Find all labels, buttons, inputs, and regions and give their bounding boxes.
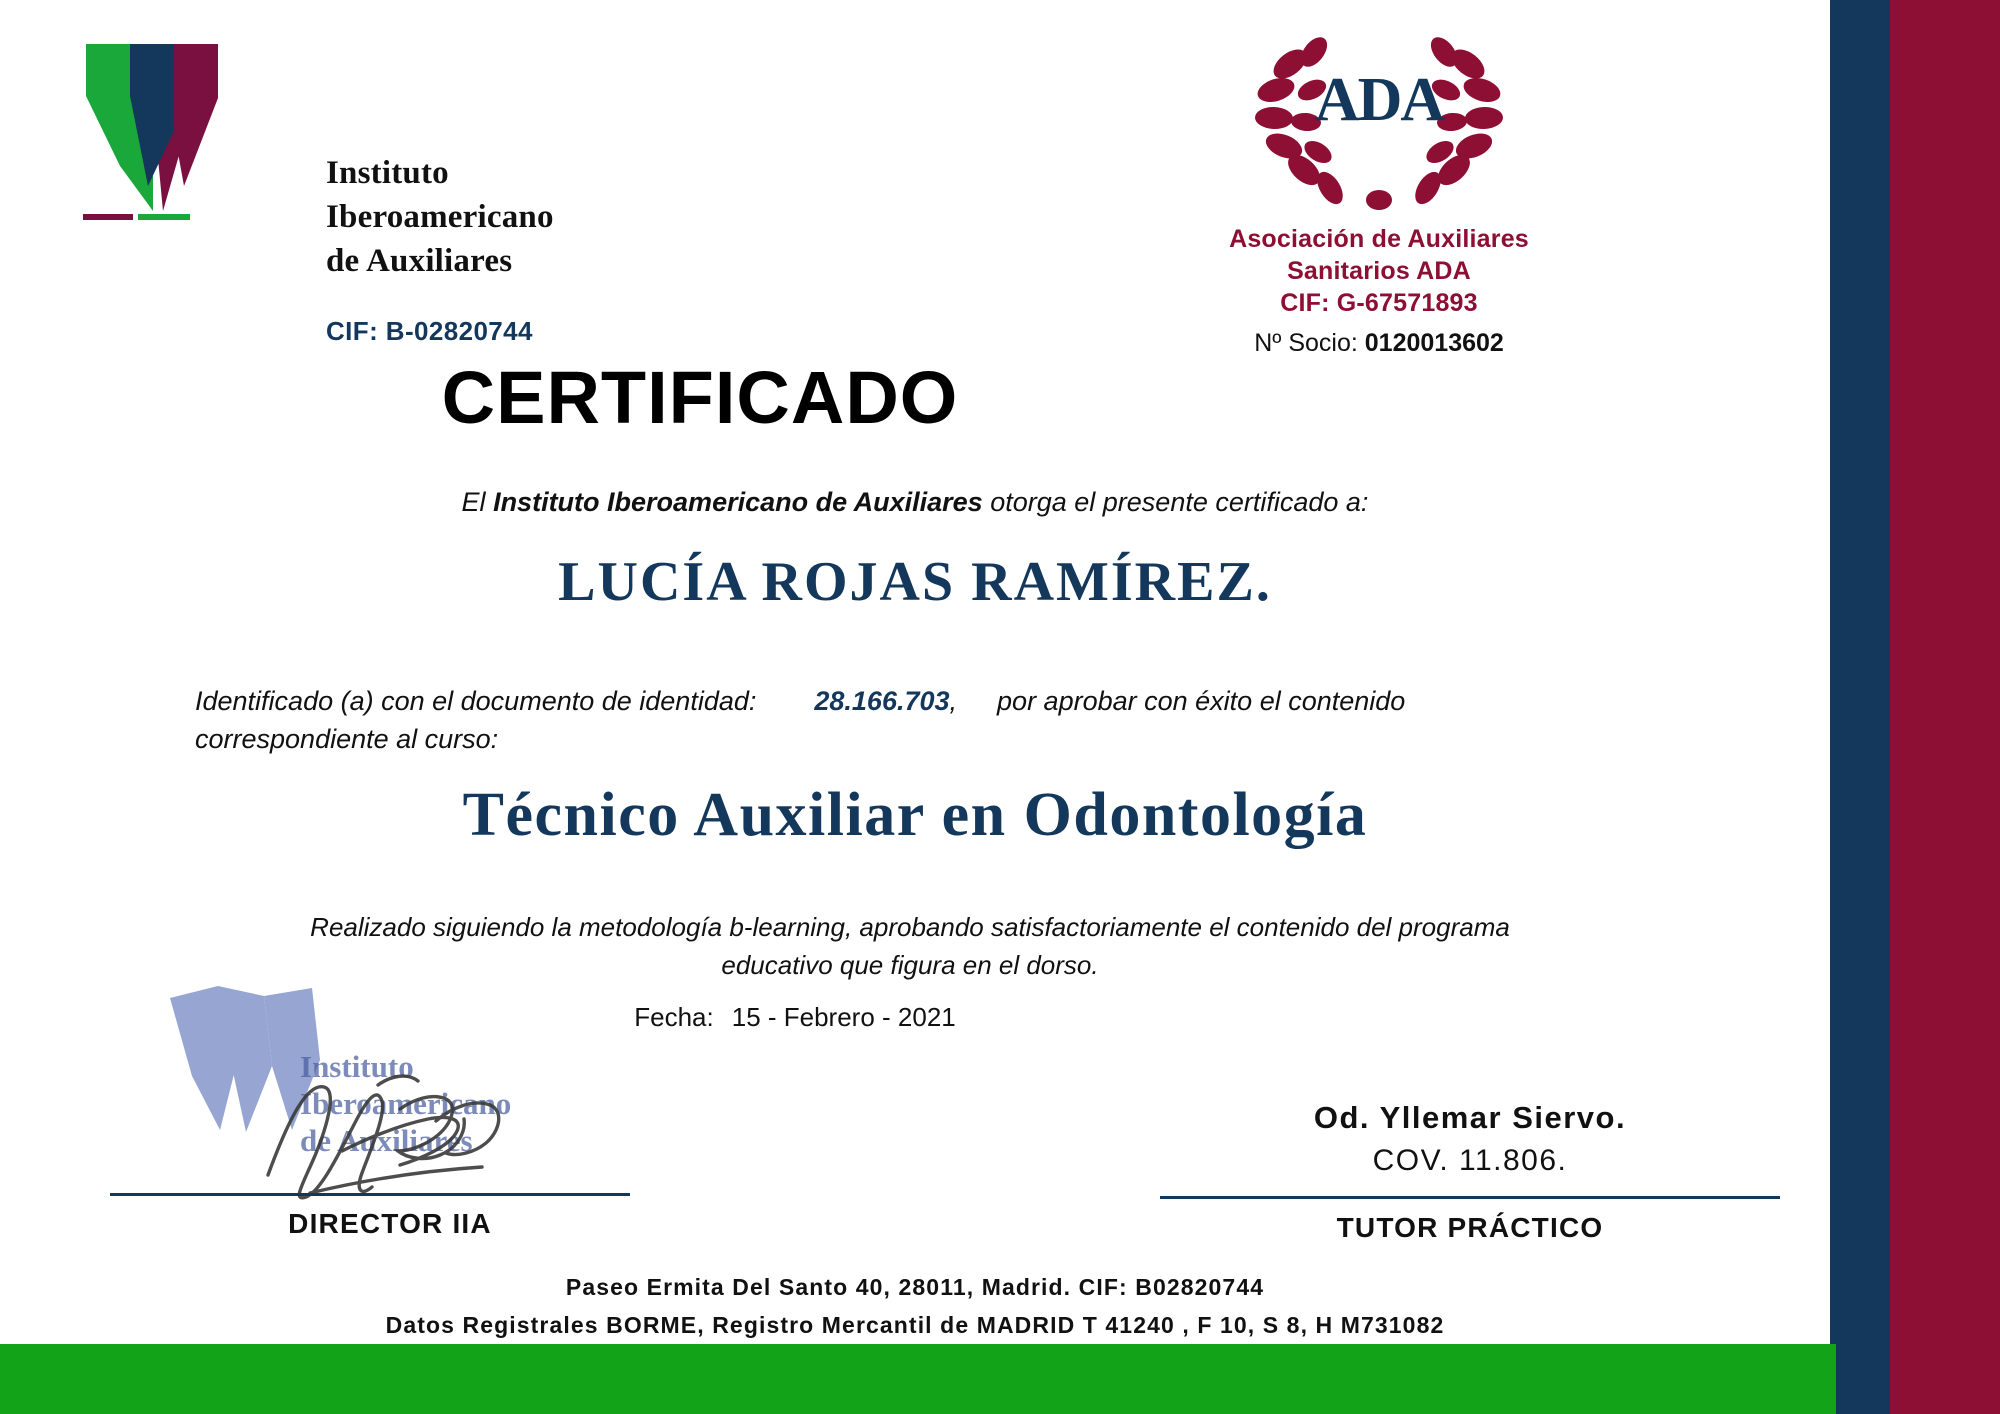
institute-logo-block <box>78 36 718 346</box>
watermark-line1: Instituto <box>300 1049 414 1084</box>
association-cif: CIF: G-67571893 <box>1280 289 1478 317</box>
institute-name-line1: Instituto <box>326 155 449 191</box>
identification-paragraph <box>195 682 1625 758</box>
tutor-signature-rule <box>1160 1196 1780 1199</box>
footer-line-registry: Datos Registrales BORME, Registro Mercantil de MADRID T 41240 , F 10, S 8, H M731082 <box>385 1312 1445 1338</box>
grant-entity: Instituto Iberoamericano de Auxiliares <box>493 487 983 517</box>
methodology-line2: educativo que figura en el dorso. <box>721 950 1099 980</box>
handwritten-signature-icon <box>250 1055 580 1215</box>
course-title: Técnico Auxiliar en Odontología <box>462 781 1368 849</box>
director-caption: DIRECTOR IIA <box>288 1208 492 1239</box>
association-block <box>1144 30 1614 358</box>
institute-name-line2: Iberoamericano <box>326 199 554 235</box>
footer-line-address: Paseo Ermita Del Santo 40, 28011, Madrid. CIF: B02820744 <box>565 1274 1265 1300</box>
issue-date-label: Fecha: <box>634 1002 714 1032</box>
director-signature-block <box>130 980 650 1260</box>
watermark-line2: Iberoamericano <box>300 1086 512 1121</box>
methodology-line1: Realizado siguiendo la metodología b-learning, aprobando satisfactoriamente el contenido del programa <box>310 912 1510 942</box>
methodology-text <box>230 908 1590 984</box>
grant-prefix: El <box>461 487 494 517</box>
green-bottom-band <box>0 1344 1836 1414</box>
institute-name <box>326 151 554 283</box>
issue-date-value: 15 - Febrero - 2021 <box>731 1002 956 1032</box>
student-name: LUCÍA ROJAS RAMÍREZ. <box>558 551 1272 613</box>
association-name-line1: Asociación de Auxiliares <box>1229 225 1529 253</box>
maroon-side-band <box>1890 0 2000 1414</box>
association-name <box>1144 223 1614 319</box>
id-second-line: correspondiente al curso: <box>195 724 499 754</box>
id-prefix-text: Identificado (a) con el documento de identidad: <box>195 686 757 716</box>
grant-suffix: otorga el presente certificado a: <box>982 487 1369 517</box>
navy-side-band <box>1830 0 1890 1414</box>
tutor-caption: TUTOR PRÁCTICO <box>1336 1212 1604 1243</box>
tutor-signature-block <box>1160 1100 1780 1280</box>
director-signature-rule <box>110 1193 630 1196</box>
ada-emblem-icon <box>1254 30 1504 215</box>
member-number-value: 0120013602 <box>1364 329 1504 357</box>
institute-cif: CIF: B-02820744 <box>326 316 533 346</box>
institute-name-line3: de Auxiliares <box>326 243 513 279</box>
page-title: CERTIFICADO <box>441 356 959 439</box>
id-suffix-text: por aprobar con éxito el contenido <box>997 686 1406 716</box>
tutor-license: COV. 11.806. <box>1372 1144 1568 1177</box>
id-comma: , <box>949 686 958 716</box>
member-number-row <box>1144 329 1614 358</box>
member-number-label: Nº Socio: <box>1254 329 1358 357</box>
grant-statement <box>0 487 1830 518</box>
association-name-line2: Sanitarios ADA <box>1287 257 1471 285</box>
tutor-name: Od. Yllemar Siervo. <box>1313 1100 1627 1135</box>
institute-logo-icon <box>78 36 228 246</box>
id-number-value: 28.166.703 <box>814 686 950 716</box>
watermark-line3: de Auxiliares <box>300 1123 473 1158</box>
footer-legal <box>0 1268 1830 1344</box>
svg-text:ADA: ADA <box>1314 66 1444 134</box>
